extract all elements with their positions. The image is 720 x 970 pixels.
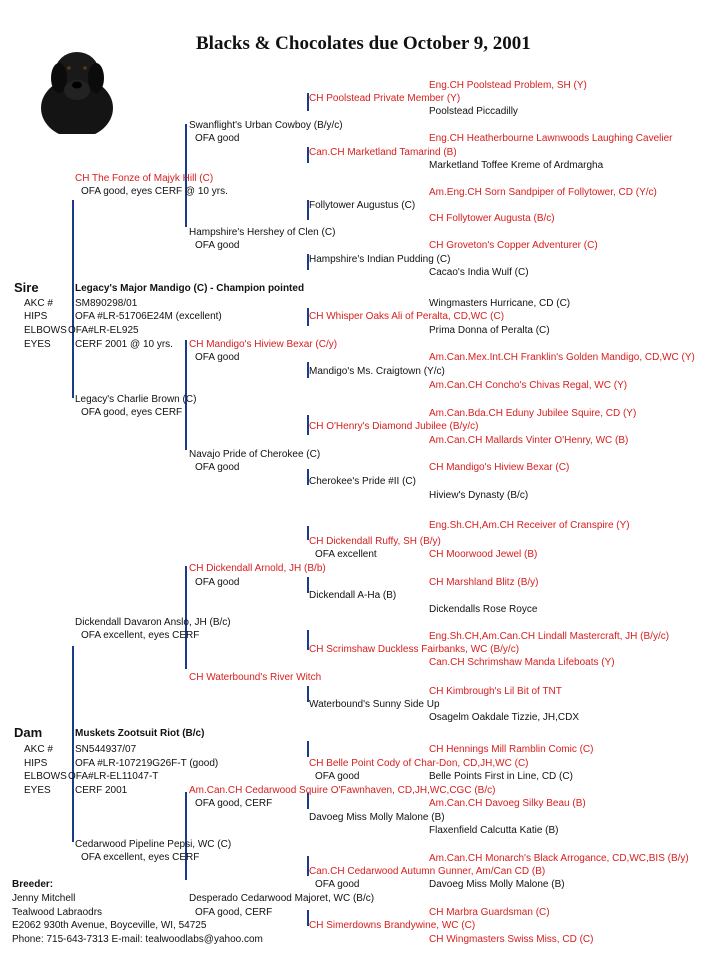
pedigree-entry: CH Dickendall Arnold, JH (B/b): [189, 563, 326, 574]
sire-name: Legacy's Major Mandigo (C) - Champion pointed: [75, 283, 305, 294]
sire-akc: SM890298/01: [75, 298, 138, 309]
dam-elbows: OFA#LR-EL11047-T: [68, 771, 159, 782]
sire-eyes: CERF 2001 @ 10 yrs.: [75, 339, 173, 350]
breeder-name: Jenny Mitchell: [12, 893, 76, 904]
hips-label: HIPS: [24, 758, 48, 769]
dam-eyes: CERF 2001: [75, 785, 128, 796]
pedigree-entry: CH Belle Point Cody of Char-Don, CD,JH,WC (C): [309, 758, 529, 769]
eyes-label: EYES: [24, 785, 51, 796]
pedigree-entry: Navajo Pride of Cherokee (C): [189, 449, 321, 460]
pedigree-entry: Mandigo's Ms. Craigtown (Y/c): [309, 366, 445, 377]
breeder-kennel: Tealwood Labraodrs: [12, 907, 103, 918]
pedigree-entry: Dickendalls Rose Royce: [429, 604, 538, 615]
pedigree-entry: Wingmasters Hurricane, CD (C): [429, 298, 571, 309]
elbows-label: ELBOWS: [24, 325, 67, 336]
pedigree-entry: CH Poolstead Private Member (Y): [309, 93, 461, 104]
pedigree-entry: Belle Points First in Line, CD (C): [429, 771, 573, 782]
health-note: OFA excellent, eyes CERF: [81, 852, 200, 863]
dam-hips: OFA #LR-107219G26F-T (good): [75, 758, 219, 769]
pedigree-entry: Can.CH Marketland Tamarind (B): [309, 147, 457, 158]
pedigree-entry: CH Marbra Guardsman (C): [429, 907, 550, 918]
pedigree-entry: Flaxenfield Calcutta Katie (B): [429, 825, 559, 836]
pedigree-entry: Hampshire's Hershey of Clen (C): [189, 227, 336, 238]
health-note: OFA good: [195, 133, 240, 144]
eyes-label: EYES: [24, 339, 51, 350]
pedigree-entry: CH Mandigo's Hiview Bexar (C/y): [189, 339, 338, 350]
pedigree-entry: CH Waterbound's River Witch: [189, 672, 322, 683]
pedigree-entry: CH Hennings Mill Ramblin Comic (C): [429, 744, 594, 755]
pedigree-entry: Marketland Toffee Kreme of Ardmargha: [429, 160, 604, 171]
health-note: OFA good: [195, 462, 240, 473]
pedigree-entry: Am.Can.CH Mallards Vinter O'Henry, WC (B): [429, 435, 629, 446]
pedigree-entry: Eng.Sh.CH,Am.CH Receiver of Cranspire (Y): [429, 520, 630, 531]
pedigree-entry: CH O'Henry's Diamond Jubilee (B/y/c): [309, 421, 479, 432]
health-note: OFA good: [315, 771, 360, 782]
sire-elbows: OFA#LR-EL925: [68, 325, 139, 336]
pedigree-entry: CH Scrimshaw Duckless Fairbanks, WC (B/y/c): [309, 644, 520, 655]
dam-name: Muskets Zootsuit Riot (B/c): [75, 728, 205, 739]
pedigree-entry: CH Wingmasters Swiss Miss, CD (C): [429, 934, 594, 945]
pedigree-entry: CH Mandigo's Hiview Bexar (C): [429, 462, 570, 473]
pedigree-entry: CH Moorwood Jewel (B): [429, 549, 538, 560]
black-labrador-photo: [40, 38, 114, 134]
hips-label: HIPS: [24, 311, 48, 322]
sire-hips: OFA #LR-51706E24M (excellent): [75, 311, 222, 322]
pedigree-entry: Osagelm Oakdale Tizzie, JH,CDX: [429, 712, 580, 723]
health-note: OFA good: [195, 577, 240, 588]
elbows-label: ELBOWS: [24, 771, 67, 782]
pedigree-entry: Am.Can.CH Concho's Chivas Regal, WC (Y): [429, 380, 628, 391]
breeder-phone-email: Phone: 715-643-7313 E-mail: tealwoodlabs@yahoo.com: [12, 934, 263, 945]
pedigree-entry: Swanflight's Urban Cowboy (B/y/c): [189, 120, 343, 131]
akc-label: AKC #: [24, 744, 53, 755]
pedigree-entry: Cacao's India Wulf (C): [429, 267, 529, 278]
pedigree-entry: Eng.Sh.CH,Am.Can.CH Lindall Mastercraft, JH (B/y/c): [429, 631, 670, 642]
pedigree-entry: Eng.CH Heatherbourne Lawnwoods Laughing Cavelier: [429, 133, 673, 144]
pedigree-entry: Prima Donna of Peralta (C): [429, 325, 550, 336]
health-note: OFA good, CERF: [195, 798, 273, 809]
pedigree-entry: Cedarwood Pipeline Pepsi, WC (C): [75, 839, 232, 850]
pedigree-entry: Davoeg Miss Molly Malone (B): [429, 879, 565, 890]
pedigree-entry: Am.Eng.CH Sorn Sandpiper of Follytower, CD (Y/c): [429, 187, 657, 198]
pedigree-entry: Can.CH Cedarwood Autumn Gunner, Am/Can CD (B): [309, 866, 546, 877]
pedigree-entry: Dickendall A-Ha (B): [309, 590, 397, 601]
akc-label: AKC #: [24, 298, 53, 309]
health-note: OFA good, eyes CERF @ 10 yrs.: [81, 186, 228, 197]
pedigree-entry: Can.CH Schrimshaw Manda Lifeboats (Y): [429, 657, 615, 668]
dam-label: Dam: [14, 725, 43, 740]
pedigree-entry: Hampshire's Indian Pudding (C): [309, 254, 451, 265]
pedigree-entry: Waterbound's Sunny Side Up: [309, 699, 440, 710]
sire-label: Sire: [14, 280, 39, 295]
health-note: OFA good: [195, 240, 240, 251]
health-note: OFA good: [195, 352, 240, 363]
pedigree-entry: CH Kimbrough's Lil Bit of TNT: [429, 686, 562, 697]
pedigree-entry: Poolstead Piccadilly: [429, 106, 518, 117]
pedigree-entry: Am.Can.CH Monarch's Black Arrogance, CD,WC,BIS (B/y): [429, 853, 689, 864]
pedigree-entry: CH Simerdowns Brandywine, WC (C): [309, 920, 476, 931]
pedigree-entry: Davoeg Miss Molly Malone (B): [309, 812, 445, 823]
health-note: OFA excellent: [315, 549, 377, 560]
breeder-label: Breeder:: [12, 879, 54, 890]
pedigree-entry: CH Groveton's Copper Adventurer (C): [429, 240, 598, 251]
pedigree-entry: Follytower Augustus (C): [309, 200, 416, 211]
pedigree-entry: Am.Can.CH Cedarwood Squire O'Fawnhaven, CD,JH,WC,CGC (B/c): [189, 785, 496, 796]
pedigree-entry: Dickendall Davaron Anslo, JH (B/c): [75, 617, 231, 628]
pedigree-entry: Hiview's Dynasty (B/c): [429, 490, 529, 501]
pedigree-entry: Cherokee's Pride #II (C): [309, 476, 416, 487]
pedigree-entry: Desperado Cedarwood Majoret, WC (B/c): [189, 893, 375, 904]
pedigree-entry: CH Dickendall Ruffy, SH (B/y): [309, 536, 441, 547]
health-note: OFA good, CERF: [195, 907, 273, 918]
pedigree-entry: Eng.CH Poolstead Problem, SH (Y): [429, 80, 587, 91]
pedigree-entry: Am.Can.Mex.Int.CH Franklin's Golden Mandigo, CD,WC (Y): [429, 352, 695, 363]
pedigree-entry: CH The Fonze of Majyk Hill (C): [75, 173, 214, 184]
pedigree-entry: CH Follytower Augusta (B/c): [429, 213, 555, 224]
pedigree-entry: CH Marshland Blitz (B/y): [429, 577, 539, 588]
health-note: OFA good: [315, 879, 360, 890]
health-note: OFA good, eyes CERF: [81, 407, 183, 418]
page-title: Blacks & Chocolates due October 9, 2001: [196, 33, 531, 54]
pedigree-entry: Legacy's Charlie Brown (C): [75, 394, 197, 405]
breeder-address: E2062 930th Avenue, Boyceville, WI, 54725: [12, 920, 207, 931]
pedigree-entry: Am.Can.Bda.CH Eduny Jubilee Squire, CD (Y): [429, 408, 637, 419]
pedigree-entry: Am.Can.CH Davoeg Silky Beau (B): [429, 798, 586, 809]
pedigree-entry: CH Whisper Oaks Ali of Peralta, CD,WC (C): [309, 311, 505, 322]
dam-akc: SN544937/07: [75, 744, 137, 755]
health-note: OFA excellent, eyes CERF: [81, 630, 200, 641]
